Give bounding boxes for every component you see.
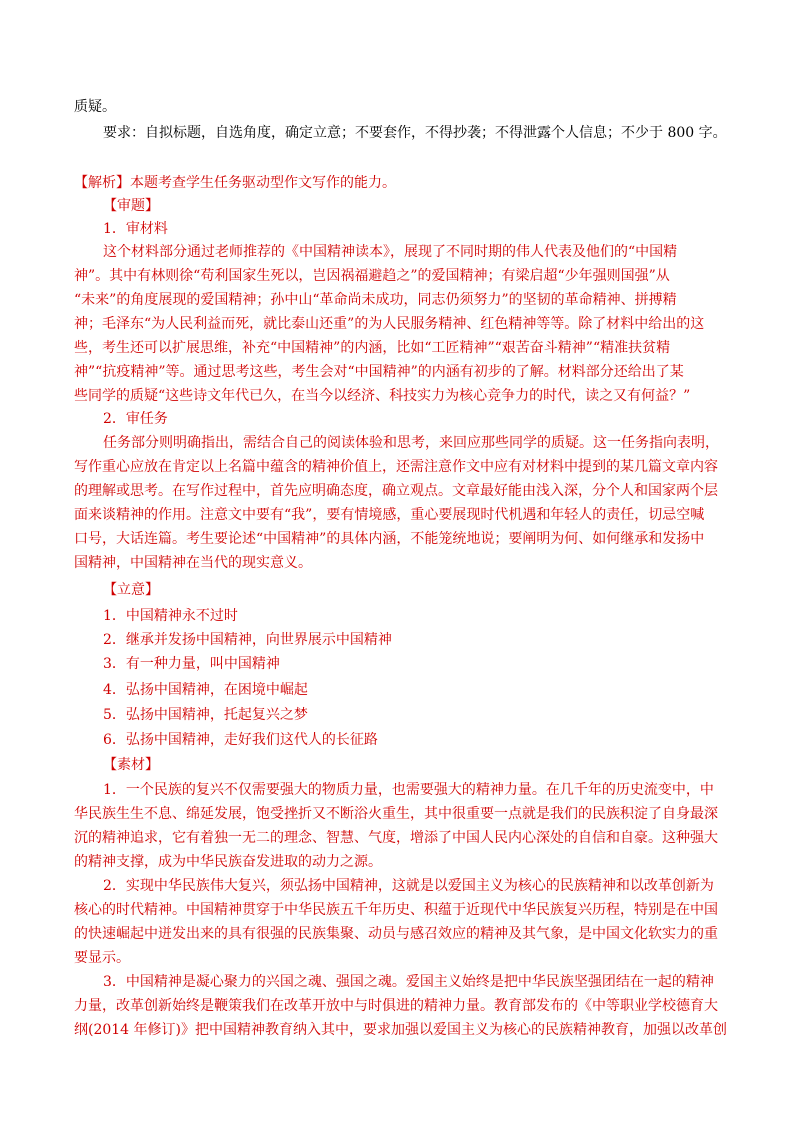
intro-text: 质疑。 bbox=[74, 99, 116, 115]
paragraph-line: 些，考生还可以扩展思维，补充“中国精神”的内涵，比如“工匠精神”“艰苦奋斗精神”“精准扶贫精 bbox=[74, 340, 671, 356]
list-item: 2．继承并发扬中国精神，向世界展示中国精神 bbox=[103, 632, 392, 648]
list-item: 6．弘扬中国精神，走好我们这代人的长征路 bbox=[103, 732, 378, 748]
paragraph-line: 1．一个民族的复兴不仅需要强大的物质力量，也需要强大的精神力量。在几千年的历史流变中，中 bbox=[103, 782, 714, 798]
paragraph-line: 神”。其中有林则徐“苟利国家生死以，岂因祸福避趋之”的爱国精神；有梁启超“少年强则国强”从 bbox=[74, 268, 670, 284]
paragraph-line: 沉的精神追求，它有着独一无二的理念、智慧、气度，增添了中国人民内心深处的自信和自豪。这种强大 bbox=[74, 830, 718, 846]
paragraph-line: 的精神支撑，成为中华民族奋发进取的动力之源。 bbox=[74, 854, 382, 870]
paragraph-line: 的理解或思考。在写作过程中，首先应明确态度，确立观点。文章最好能由浅入深，分个人和国家两个层 bbox=[74, 483, 718, 499]
list-item: 1．中国精神永不过时 bbox=[103, 608, 238, 624]
paragraph-line: 写作重心应放在肯定以上名篇中蕴含的精神价值上，还需注意作文中应有对材料中提到的某几篇文章内容 bbox=[74, 459, 718, 475]
paragraph-line: 力量，改革创新始终是鞭策我们在改革开放中与时俱进的精神力量。教育部发布的《中等职业学校德育大 bbox=[74, 998, 718, 1014]
paragraph-line: 口号，大话连篇。考生要论述“中国精神”的具体内涵，不能笼统地说；要阐明为何、如何继承和发扬中 bbox=[74, 531, 705, 547]
paragraph-line: 国精神，中国精神在当代的现实意义。 bbox=[74, 555, 312, 571]
paragraph-line: 神”“抗疫精神”等。通过思考这些，考生会对“中国精神”的内涵有初步的了解。材料部分还给出了某 bbox=[74, 364, 684, 380]
task-heading: 2．审任务 bbox=[103, 411, 168, 427]
requirement-text: 要求：自拟标题，自选角度，确定立意；不要套作，不得抄袭；不得泄露个人信息；不少于 800 字。 bbox=[103, 125, 727, 141]
list-item: 4．弘扬中国精神，在困境中崛起 bbox=[103, 682, 308, 698]
analysis-label: 【解析】本题考查学生任务驱动型作文写作的能力。 bbox=[74, 175, 396, 191]
paragraph-line: 要显示。 bbox=[74, 950, 130, 966]
list-item: 3．有一种力量，叫中国精神 bbox=[103, 656, 280, 672]
paragraph-line: 3．中国精神是凝心聚力的兴国之魂、强国之魂。爱国主义始终是把中华民族坚强团结在一起的精神 bbox=[103, 974, 714, 990]
liyi-label: 【立意】 bbox=[103, 582, 159, 598]
paragraph-line: 神；毛泽东“为人民利益而死，就比泰山还重”的为人民服务精神、红色精神等等。除了材料中给出的这 bbox=[74, 316, 705, 332]
paragraph-line: 些同学的质疑“这些诗文年代已久，在当今以经济、科技实力为核心竞争力的时代，读之又有何益？” bbox=[74, 388, 691, 404]
paragraph-line: 任务部分则明确指出，需结合自己的阅读体验和思考，来回应那些同学的质疑。这一任务指向表明， bbox=[103, 435, 719, 451]
paragraph-line: “未来”的角度展现的爱国精神；孙中山“革命尚未成功，同志仍须努力”的坚韧的革命精神、拼搏精 bbox=[74, 292, 677, 308]
shenti-label: 【审题】 bbox=[103, 198, 159, 214]
paragraph-line: 核心的时代精神。中国精神贯穿于中华民族五千年历史、积蕴于近现代中华民族复兴历程，特别是在中国 bbox=[74, 902, 718, 918]
paragraph-line: 2．实现中华民族伟大复兴，须弘扬中国精神，这就是以爱国主义为核心的民族精神和以改革创新为 bbox=[103, 878, 714, 894]
sucai-label: 【素材】 bbox=[103, 757, 159, 773]
material-heading: 1．审材料 bbox=[103, 221, 168, 237]
paragraph-line: 纲(2014 年修订)》把中国精神教育纳入其中，要求加强以爱国主义为核心的民族精神教育，加强以改革创 bbox=[74, 1022, 728, 1038]
paragraph-line: 华民族生生不息、绵延发展，饱受挫折又不断浴火重生，其中很重要一点就是我们的民族积淀了自身最深 bbox=[74, 806, 718, 822]
paragraph-line: 面来谈精神的作用。注意文中要有“我”，要有情境感，重心要展现时代机遇和年轻人的责任，切忌空喊 bbox=[74, 507, 705, 523]
paragraph-line: 的快速崛起中迸发出来的具有很强的民族集聚、动员与感召效应的精神及其气象，是中国文化软实力的重 bbox=[74, 926, 718, 942]
list-item: 5．弘扬中国精神，托起复兴之梦 bbox=[103, 707, 308, 723]
paragraph-line: 这个材料部分通过老师推荐的《中国精神读本》，展现了不同时期的伟人代表及他们的“中国精 bbox=[103, 244, 678, 260]
